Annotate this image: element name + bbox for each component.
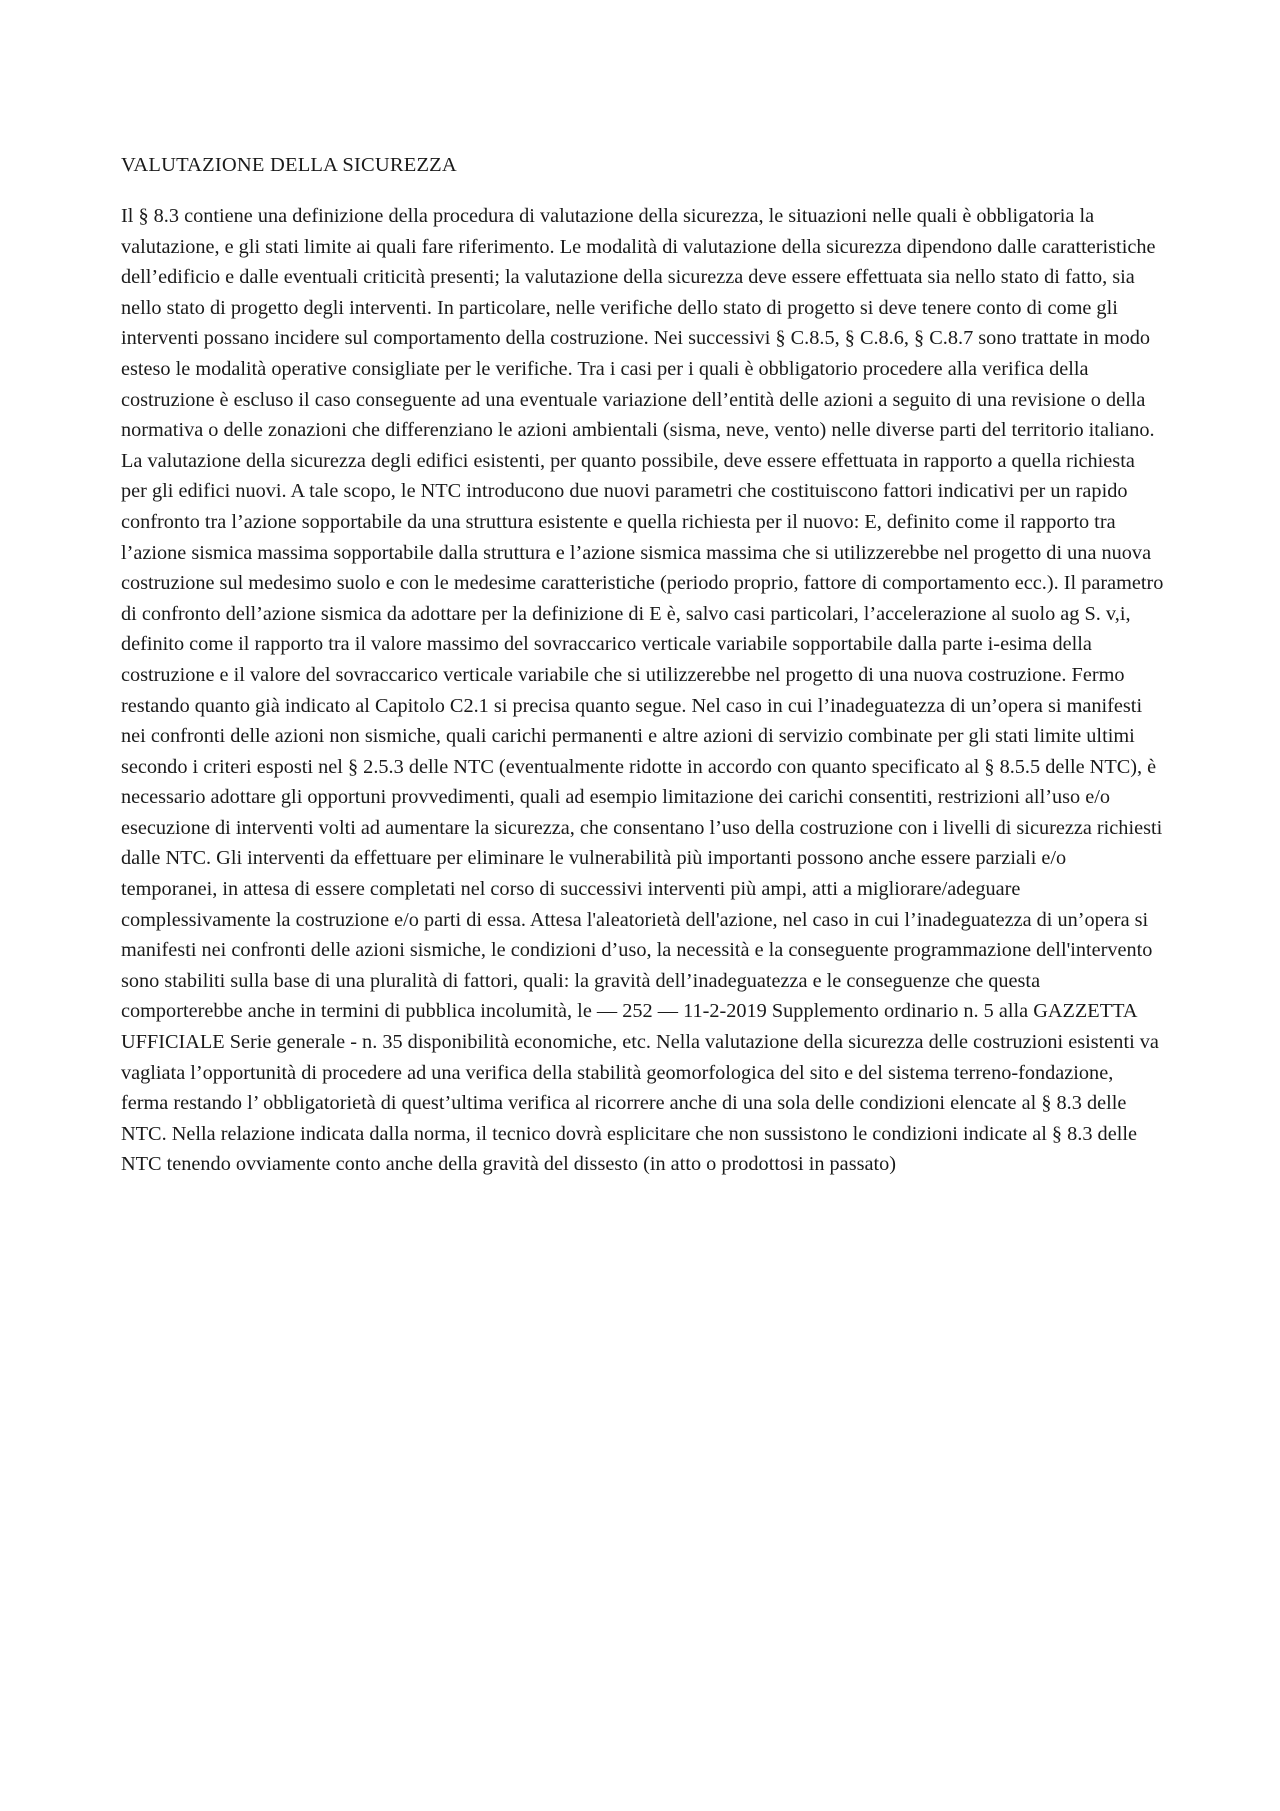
- document-body-paragraph: Il § 8.3 contiene una definizione della procedura di valutazione della sicurezza, le situazioni nelle quali è obbligatoria la valutazione, e gli stati limite ai quali fare riferimento. Le modalità di valutazione della sicurezza dipendono dalle caratteristiche dell’edificio e dalle eventuali criticità presenti; la valutazione della sicurezza deve essere effettuata sia nello stato di fatto, sia nello stato di progetto degli interventi. In particolare, nelle verifiche dello stato di progetto si deve tenere conto di come gli interventi possano incidere sul comportamento della costruzione. Nei successivi § C.8.5, § C.8.6, § C.8.7 sono trattate in modo esteso le modalità operative consigliate per le verifiche. Tra i casi per i quali è obbligatorio procedere alla verifica della costruzione è escluso il caso conseguente ad una eventuale variazione dell’entità delle azioni a seguito di una revisione o della normativa o delle zonazioni che differenziano le azioni ambientali (sisma, neve, vento) nelle diverse parti del territorio italiano. La valutazione della sicurezza degli edifici esistenti, per quanto possibile, deve essere effettuata in rapporto a quella richiesta per gli edifici nuovi. A tale scopo, le NTC introducono due nuovi parametri che costituiscono fattori indicativi per un rapido confronto tra l’azione sopportabile da una struttura esistente e quella richiesta per il nuovo: E, definito come il rapporto tra l’azione sismica massima sopportabile dalla struttura e l’azione sismica massima che si utilizzerebbe nel progetto di una nuova costruzione sul medesimo suolo e con le medesime caratteristiche (periodo proprio, fattore di comportamento ecc.). Il parametro di confronto dell’azione sismica da adottare per la definizione di E è, salvo casi particolari, l’accelerazione al suolo ag S. v,i, definito come il rapporto tra il valore massimo del sovraccarico verticale variabile sopportabile dalla parte i-esima della costruzione e il valore del sovraccarico verticale variabile che si utilizzerebbe nel progetto di una nuova costruzione. Fermo restando quanto già indicato al Capitolo C2.1 si precisa quanto segue. Nel caso in cui l’inadeguatezza di un’opera si manifesti nei confronti delle azioni non sismiche, quali carichi permanenti e altre azioni di servizio combinate per gli stati limite ultimi secondo i criteri esposti nel § 2.5.3 delle NTC (eventualmente ridotte in accordo con quanto specificato al § 8.5.5 delle NTC), è necessario adottare gli opportuni provvedimenti, quali ad esempio limitazione dei carichi consentiti, restrizioni all’uso e/o esecuzione di interventi volti ad aumentare la sicurezza, che consentano l’uso della costruzione con i livelli di sicurezza richiesti dalle NTC. Gli interventi da effettuare per eliminare le vulnerabilità più importanti possono anche essere parziali e/o temporanei, in attesa di essere completati nel corso di successivi interventi più ampi, atti a migliorare/adeguare complessivamente la costruzione e/o parti di essa. Attesa l'aleatorietà dell'azione, nel caso in cui l’inadeguatezza di un’opera si manifesti nei confronti delle azioni sismiche, le condizioni d’uso, la necessità e la conseguente programmazione dell'intervento sono stabiliti sulla base di una pluralità di fattori, quali: la gravità dell’inadeguatezza e le conseguenze che questa comporterebbe anche in termini di pubblica incolumità, le — 252 — 11-2-2019 Supplemento ordinario n. 5 alla GAZZETTA UFFICIALE Serie generale - n. 35 disponibilità economiche, etc. Nella valutazione della sicurezza delle costruzioni esistenti va vagliata l’opportunità di procedere ad una verifica della stabilità geomorfologica del sito e del sistema terreno-fondazione, ferma restando l’ obbligatorietà di quest’ultima verifica al ricorrere anche di una sola delle condizioni elencate al § 8.3 delle NTC. Nella relazione indicata dalla norma, il tecnico dovrà esplicitare che non sussistono le condizioni indicate al § 8.3 delle NTC tenendo ovviamente conto anche della gravità del dissesto (in atto o prodottosi in passato): [121, 205, 1164, 1176]
- document-title: VALUTAZIONE DELLA SICUREZZA: [121, 154, 457, 176]
